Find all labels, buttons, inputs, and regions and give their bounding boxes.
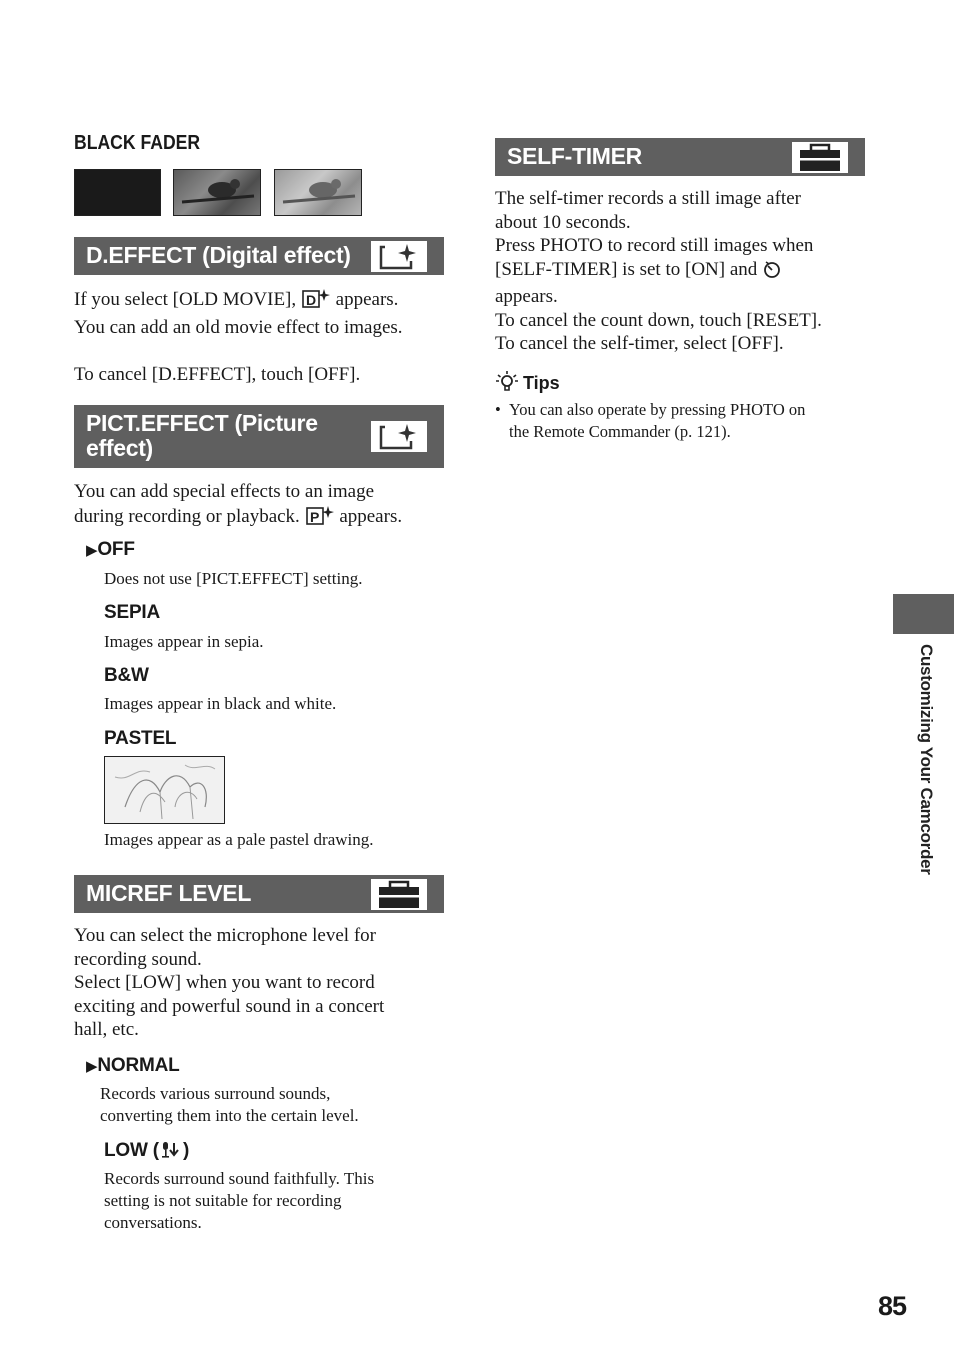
self-timer-icon <box>762 259 782 286</box>
effect-sparkle-icon <box>371 421 427 452</box>
option-pastel-desc: Images appear as a pale pastel drawing. <box>104 830 374 849</box>
fader-thumb-bird-dark <box>173 169 261 216</box>
fader-thumb-black <box>74 169 161 216</box>
default-arrow-icon: ▶ <box>86 1058 98 1075</box>
bullet: • <box>495 400 501 419</box>
self-timer-section-header <box>495 138 865 176</box>
default-arrow-icon: ▶ <box>86 542 98 559</box>
tip-item: • You can also operate by pressing PHOTO on the Remote Commander (p. 121). <box>495 400 806 441</box>
black-fader-heading: BLACK FADER <box>74 132 201 154</box>
side-tab-marker <box>893 594 954 634</box>
lightbulb-icon <box>495 370 519 399</box>
d-effect-title: D.EFFECT (Digital effect) <box>86 242 351 268</box>
option-sepia-label: SEPIA <box>104 602 161 623</box>
micref-paragraph: You can select the microphone level for recording sound. Select [LOW] when you want to record exciting and powerful sound in a concert hall, etc. <box>74 925 385 1040</box>
option-low-desc: Records surround sound faithfully. This setting is not suitable for recording conversations. <box>104 1169 375 1232</box>
side-tab-label: Customizing Your Camcorder <box>917 644 936 875</box>
pict-effect-section-header <box>74 405 444 468</box>
picture-effect-p-icon <box>305 504 335 533</box>
option-normal-desc: Records various surround sounds, converting them into the certain level. <box>100 1084 359 1125</box>
bird-image <box>275 170 361 215</box>
option-low-label: LOW ( ) <box>104 1140 189 1166</box>
d-effect-section-header <box>74 237 444 275</box>
self-timer-title: SELF-TIMER <box>507 143 642 169</box>
pastel-flower-image <box>104 756 225 824</box>
tips-heading: Tips <box>495 370 560 396</box>
micref-section-header <box>74 875 444 913</box>
micref-title: MICREF LEVEL <box>86 880 252 906</box>
d-effect-paragraph: If you select [OLD MOVIE], D appears. You can add an old movie effect to images. To cancel [D.EFFECT], touch [OFF]. <box>74 289 403 385</box>
self-timer-paragraph: The self-timer records a still image after about 10 seconds. Press PHOTO to record still images when [SELF-TIMER] is set to [ON] and appears. To cancel the count down, touch [RESET]. To cancel the self-timer, select [OFF]. <box>495 188 822 354</box>
option-off-label: ▶OFF <box>86 539 135 560</box>
option-sepia-desc: Images appear in sepia. <box>104 632 264 651</box>
mic-low-icon <box>159 1140 183 1166</box>
option-off-desc: Does not use [PICT.EFFECT] setting. <box>104 569 363 588</box>
pict-effect-title: PICT.EFFECT (Picture effect) <box>86 410 318 461</box>
toolbox-icon <box>371 879 427 910</box>
option-pastel-label: PASTEL <box>104 728 177 749</box>
page-number: 85 <box>878 1291 907 1321</box>
old-movie-d-icon <box>301 287 331 316</box>
toolbox-icon <box>792 142 848 173</box>
option-bw-label: B&W <box>104 665 149 686</box>
option-bw-desc: Images appear in black and white. <box>104 694 337 713</box>
fader-thumb-bird-light <box>274 169 362 216</box>
bird-image <box>174 170 260 215</box>
svg-text:P: P <box>309 508 319 525</box>
pict-effect-paragraph: You can add special effects to an image during recording or playback. P appears. <box>74 480 454 532</box>
option-normal-label: ▶NORMAL <box>86 1055 180 1076</box>
svg-text:D: D <box>305 292 317 308</box>
effect-sparkle-icon <box>371 241 427 272</box>
